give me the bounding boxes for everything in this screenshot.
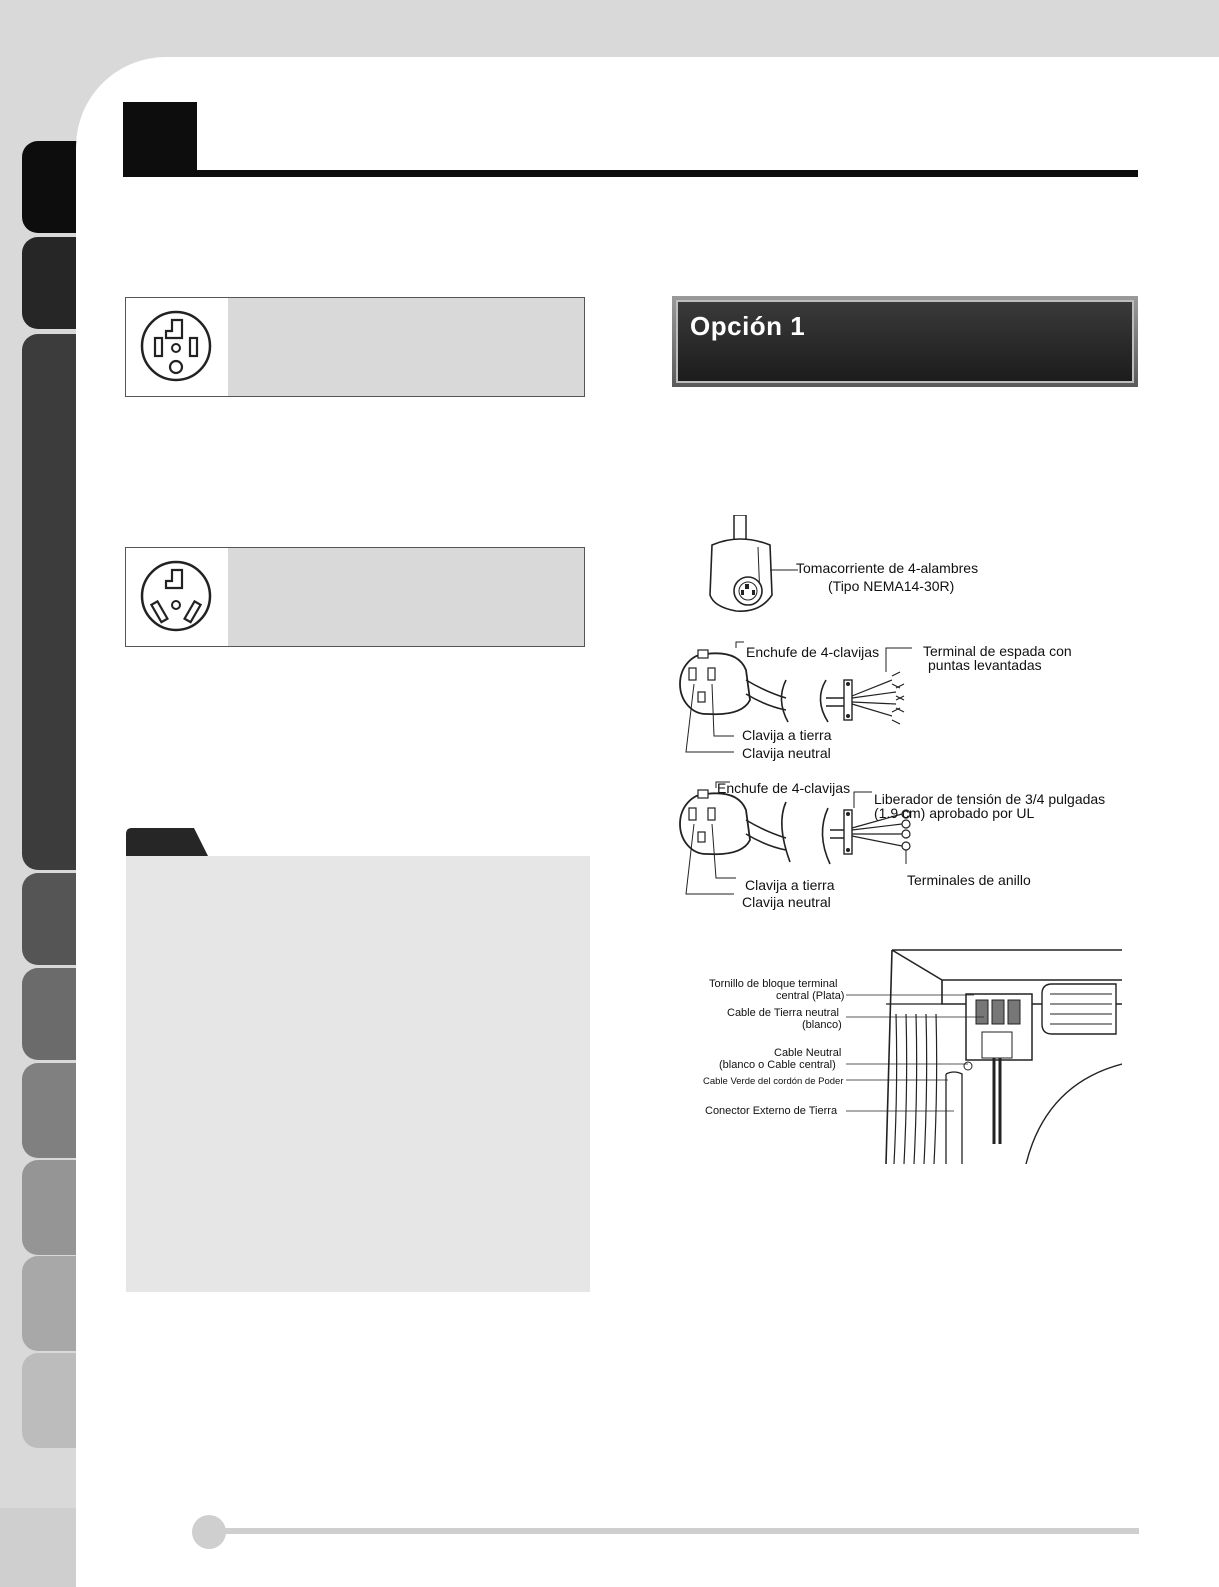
page-sheet bbox=[76, 57, 1219, 1587]
label-green-wire: Cable Verde del cordón de Poder bbox=[703, 1076, 844, 1087]
label-neutral-prong-2: Clavija neutral bbox=[742, 894, 831, 910]
option-banner bbox=[672, 296, 1138, 387]
receptacle-4-wire-box bbox=[125, 297, 585, 397]
terminal-leader-lines bbox=[846, 985, 986, 1115]
option-title: Opción 1 bbox=[690, 311, 806, 341]
side-tab-6[interactable] bbox=[22, 1063, 82, 1158]
side-tab-7[interactable] bbox=[22, 1160, 82, 1255]
side-tab-8[interactable] bbox=[22, 1256, 82, 1351]
box-shade bbox=[228, 548, 584, 646]
label-strain-relief: Liberador de tensión de 3/4 pulgadas bbox=[874, 791, 1106, 807]
box-shade bbox=[228, 298, 584, 396]
option-banner-inner bbox=[676, 300, 1134, 383]
side-tab-1[interactable] bbox=[22, 141, 82, 233]
label-plug-4-prong-2: Enchufe de 4-clavijas bbox=[717, 780, 851, 796]
side-tab-3[interactable] bbox=[22, 334, 82, 870]
footer-rule bbox=[207, 1528, 1139, 1534]
header-block bbox=[123, 102, 197, 170]
label-neutral-wire-2: (blanco o Cable central) bbox=[719, 1059, 836, 1071]
label-spade-terminal: Terminal de espada con bbox=[923, 643, 1072, 659]
label-external-ground: Conector Externo de Tierra bbox=[705, 1105, 838, 1117]
label-neutral-ground-wire-2: (blanco) bbox=[802, 1019, 842, 1031]
label-terminal-screw: Tornillo de bloque terminal bbox=[709, 978, 838, 990]
label-strain-relief-2: (1.9 cm) aprobado por UL bbox=[874, 805, 1035, 821]
label-ground-prong-2: Clavija a tierra bbox=[745, 877, 835, 893]
label-ground-prong: Clavija a tierra bbox=[742, 727, 832, 743]
note-tab bbox=[126, 828, 208, 856]
label-receptacle-4-wire: Tomacorriente de 4-alambres bbox=[796, 560, 979, 576]
receptacle-3-prong-icon bbox=[138, 558, 214, 634]
side-tab-4[interactable] bbox=[22, 873, 82, 965]
label-neutral-prong: Clavija neutral bbox=[742, 745, 831, 761]
receptacle-3-wire-box bbox=[125, 547, 585, 647]
label-neutral-wire: Cable Neutral bbox=[774, 1047, 842, 1059]
side-tab-9[interactable] bbox=[22, 1353, 82, 1448]
note-panel bbox=[126, 856, 590, 1292]
side-tab-5[interactable] bbox=[22, 968, 82, 1060]
label-ring-terminals: Terminales de anillo bbox=[907, 872, 1031, 888]
header-rule bbox=[123, 170, 1138, 177]
label-neutral-ground-wire: Cable de Tierra neutral bbox=[727, 1007, 839, 1019]
label-terminal-screw-2: central (Plata) bbox=[776, 990, 845, 1002]
side-tab-2[interactable] bbox=[22, 237, 82, 329]
label-spade-terminal-2: puntas levantadas bbox=[928, 657, 1042, 673]
footer-page-dot bbox=[192, 1515, 226, 1549]
receptacle-4-prong-icon bbox=[138, 308, 214, 384]
label-receptacle-type: (Tipo NEMA14-30R) bbox=[828, 578, 955, 594]
label-plug-4-prong: Enchufe de 4-clavijas bbox=[746, 644, 880, 660]
